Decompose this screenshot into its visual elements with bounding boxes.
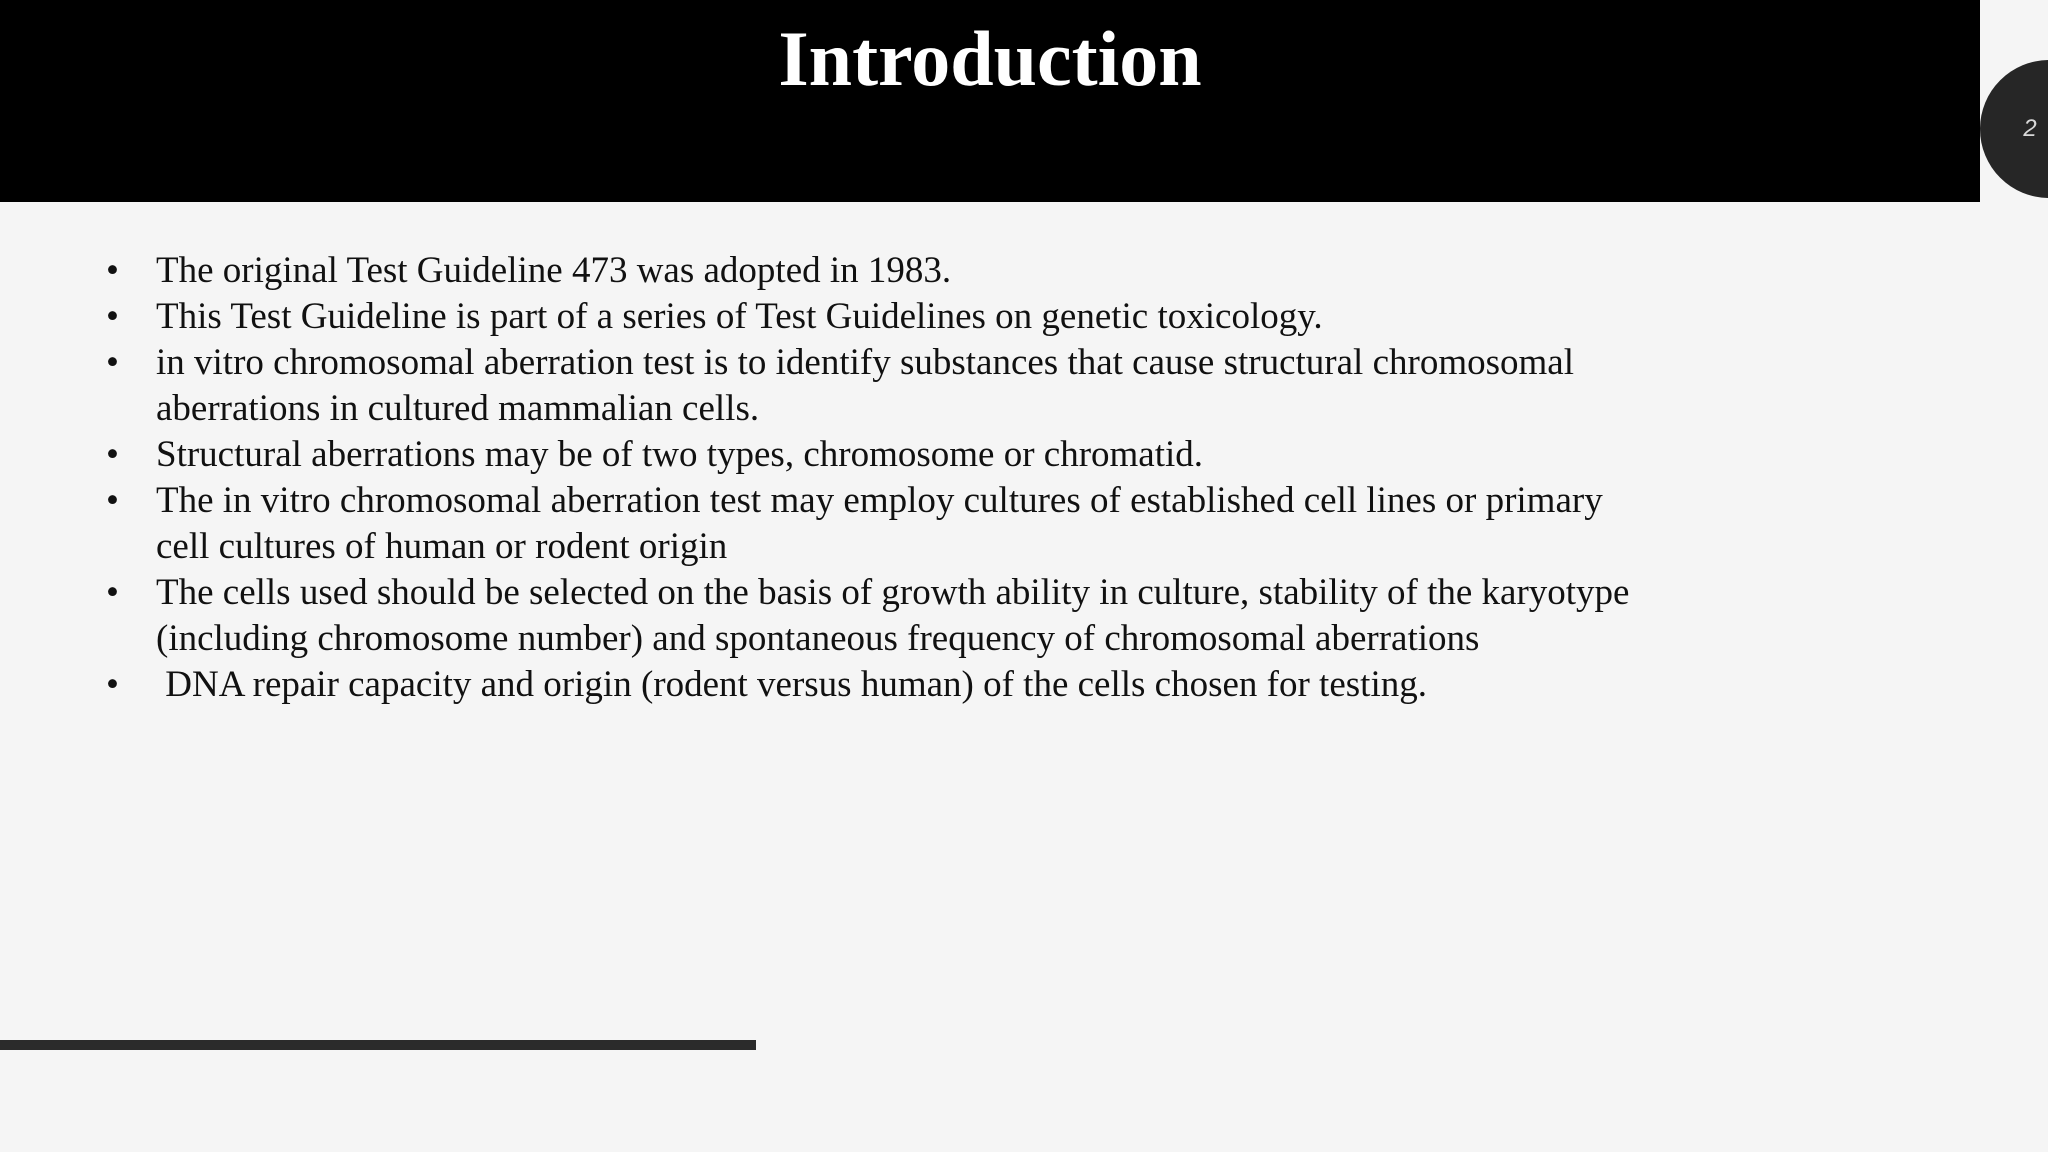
bullet-item	[100, 248, 1660, 294]
bullet-item	[100, 662, 1660, 708]
bullet-text: The original Test Guideline 473 was adopted in 1983.	[156, 250, 952, 291]
bullet-text: DNA repair capacity and origin (rodent versus human) of the cells chosen for testing.	[156, 664, 1427, 705]
bullet-list	[100, 248, 1660, 708]
bullet-icon: •	[106, 250, 119, 291]
bullet-item	[100, 294, 1660, 340]
bullet-item	[100, 478, 1660, 570]
bullet-item	[100, 570, 1660, 662]
bullet-text: The cells used should be selected on the basis of growth ability in culture, stability of the karyotype (including chromosome number) and spontaneous frequency of chromosomal aberrations	[156, 572, 1630, 659]
bullet-icon: •	[106, 296, 119, 337]
slide-title: Introduction	[778, 15, 1202, 102]
bullet-icon: •	[106, 434, 119, 475]
bullet-text: in vitro chromosomal aberration test is to identify substances that cause structural chromosomal aberrations in cultured mammalian cells.	[156, 342, 1574, 429]
decorative-rule	[0, 1040, 756, 1050]
bullet-icon: •	[106, 342, 119, 383]
bullet-text: This Test Guideline is part of a series of Test Guidelines on genetic toxicology.	[156, 296, 1323, 337]
bullet-item	[100, 432, 1660, 478]
bullet-text: The in vitro chromosomal aberration test may employ cultures of established cell lines or primary cell cultures of human or rodent origin	[156, 480, 1603, 567]
bullet-text: Structural aberrations may be of two types, chromosome or chromatid.	[156, 434, 1204, 475]
page-number: 2	[2023, 115, 2037, 142]
bullet-icon: •	[106, 664, 119, 705]
bullet-icon: •	[106, 572, 119, 613]
bullet-item	[100, 340, 1660, 432]
bullet-icon: •	[106, 480, 119, 521]
